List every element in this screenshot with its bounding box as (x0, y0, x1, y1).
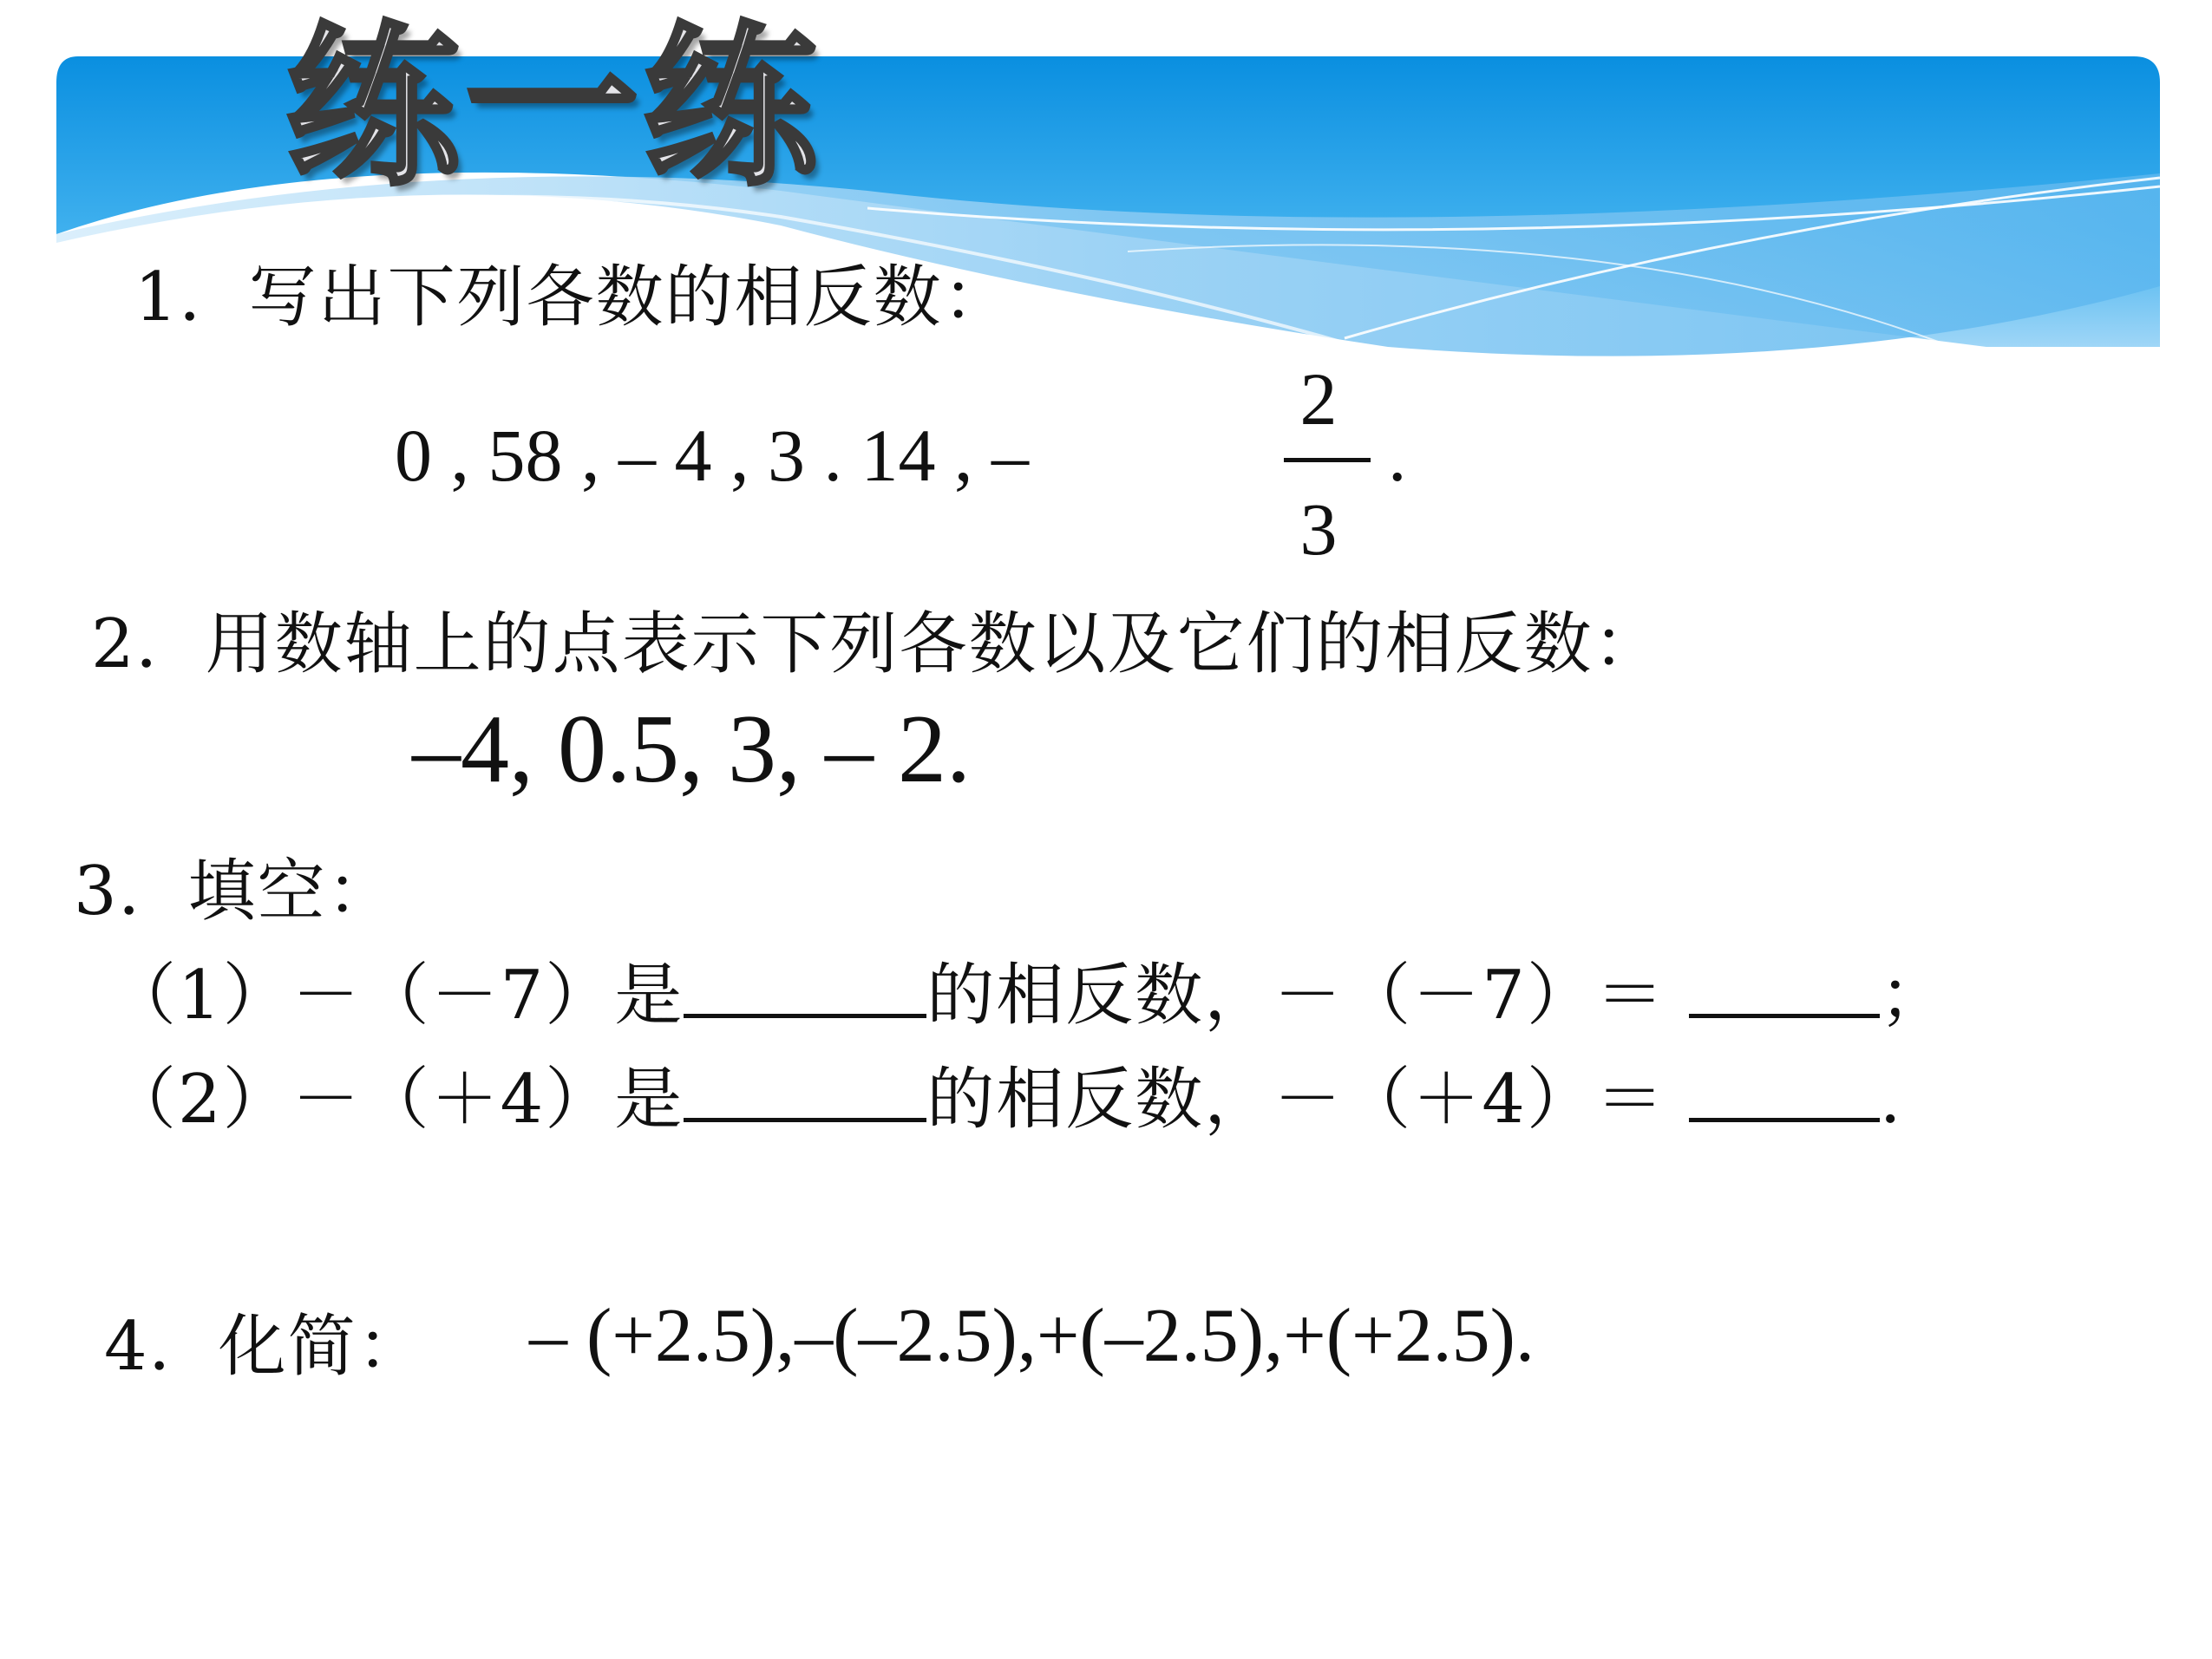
q2-number-list: –4, 0.5, 3, – 2. (412, 696, 971, 803)
q3-line1-part2: 的相反数，－（－7）＝ (926, 957, 1666, 1035)
q1-fraction-numerator: 2 (1299, 357, 1338, 441)
q3-line2-blank-1[interactable] (684, 1050, 926, 1122)
q1-prompt: 1．写出下列各数的相反数： (134, 258, 1012, 336)
q4-prompt: 4．化简： (104, 1308, 427, 1386)
q2-prompt: 2．用数轴上的点表示下列各数以及它们的相反数： (91, 605, 1663, 683)
q3-line1-end: ； (1879, 957, 1949, 1035)
q3-line1-blank-1[interactable] (684, 946, 926, 1018)
q3-line2-part1: （2）－（＋4）是 (108, 1061, 684, 1139)
q3-line1-part1: （1）－（－7）是 (108, 957, 684, 1035)
q1-fraction-bar (1284, 458, 1371, 462)
slide-title: 练一练 (286, 7, 823, 209)
q3-line-1 (108, 941, 1949, 1038)
q3-prompt: 3．填空： (74, 852, 396, 931)
q3-line-2 (108, 1045, 1903, 1142)
q3-line2-end: . (1879, 1061, 1903, 1139)
q4-expression: – (+2.5),–(–2.5),+(–2.5),+(+2.5). (529, 1294, 1535, 1378)
q3-line2-blank-2[interactable] (1689, 1050, 1880, 1122)
q3-line1-blank-2[interactable] (1689, 946, 1880, 1018)
q3-line2-part2: 的相反数，－（＋4）＝ (926, 1061, 1666, 1139)
q1-number-list: 0 , 58 , – 4 , 3 . 14 , – (395, 414, 1029, 497)
q1-fraction-denominator: 3 (1299, 487, 1338, 571)
q1-end-period: . (1388, 414, 1407, 497)
